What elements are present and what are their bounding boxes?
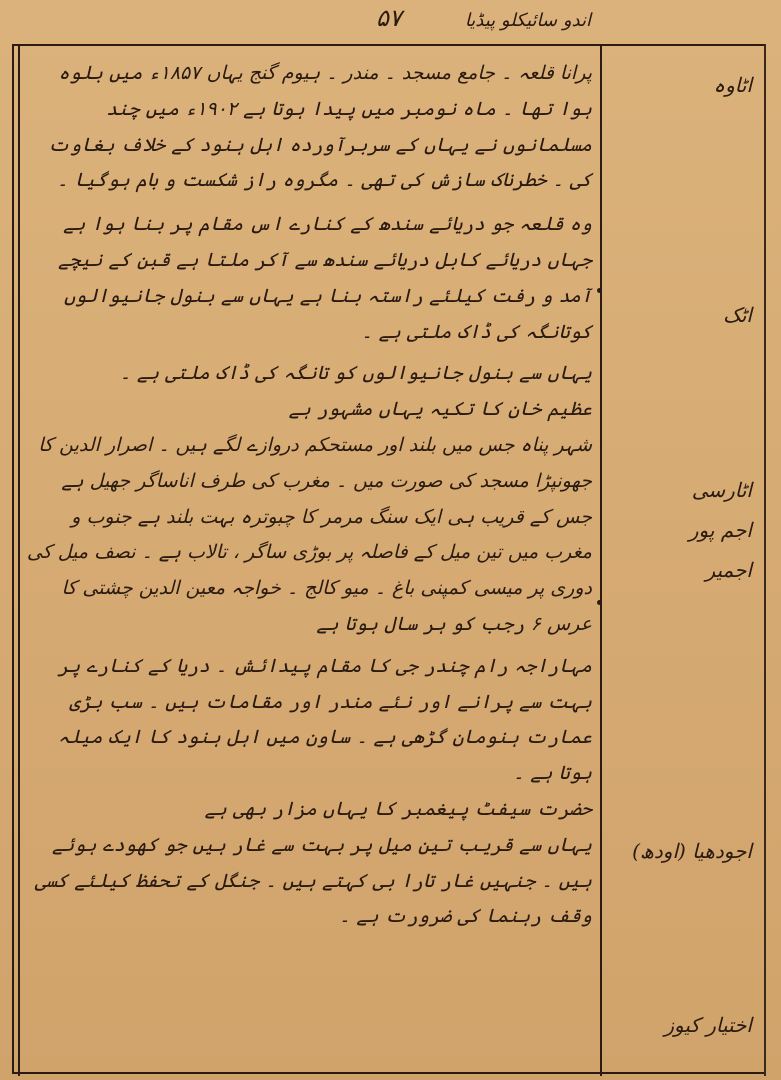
running-title: اندو سائیکلو پیڈیا bbox=[464, 10, 591, 31]
entry-paragraph: عظیم خان کا تکیہ یہاں مشہور ہے bbox=[288, 398, 592, 421]
entry-paragraph: مہاراجہ رام چندر جی کا مقام پیدائش ۔ دریا کے کنارے پر بہت سے پرانے اور نئے مندر اور مقامات ہیں ۔ سب بڑی عمارت ہنومان گڑھی ہے ۔ ساون میں اہل ہنود کا ایک میلہ ہوتا ہے ۔ bbox=[57, 654, 592, 785]
entry-paragraph: پرانا قلعہ ۔ جامع مسجد ۔ مندر ۔ ہیوم گنج یہاں ۱۸۵۷ء میں بلوہ ہوا تھا ۔ ماہ نومبر میں پیدا ہوتا ہے ۱۹۰۲ء میں چند مسلمانوں نے یہاں کے سربرآوردہ اہل ہنود کے خلاف بغاوت کی ۔ خطرناک سازش کی تھی ۔ مگروہ راز شکست و بام ہوگیا ۔ bbox=[47, 62, 592, 192]
place-name: اٹک bbox=[722, 303, 752, 327]
place-name: اٹارسی اجم پور اجمیر bbox=[688, 478, 752, 582]
place-name-column bbox=[604, 0, 760, 1080]
entry-paragraph: شہر پناہ جس میں بلند اور مستحکم دروازے لگے ہیں ۔ اصرار الدین کا جھونپڑا مسجد کی صورت میں ۔ مغرب کی طرف اناساگر جھیل ہے جس کے قریب ہی ایک سنگ مرمر کا چبوترہ بہت بلند ہے جنوب و مغرب میں تین میل کے فاصلہ پر بوڑی ساگر ، تالاب ہے ۔ نصف میل کی دوری پر میسی کمپنی باغ ۔ میو کالج ۔ خواجہ معین الدین چشتی کا عرس ۶ رجب کو ہر سال ہوتا ہے bbox=[26, 433, 592, 635]
place-name: اجودھیا (اودھ) bbox=[632, 839, 752, 863]
margin-dot bbox=[597, 288, 602, 293]
entry-paragraph: وہ قلعہ جو دریائے سندھ کے کنارے اس مقام پر بنا ہوا ہے جہاں دریائے کابل دریائے سندھ سے آکر ملتا ہے قبن کے نیچے آمد و رفت کیلئے راستہ بنا ہے یہاں سے بنول جانیوالوں کوتانگہ کی ڈاک ملتی ہے ۔ bbox=[57, 213, 592, 343]
margin-dot bbox=[597, 600, 602, 605]
entry-paragraph: حضرت سیفٹ پیغمبر کا یہاں مزار بھی ہے bbox=[204, 797, 592, 820]
entry-paragraph: یہاں سے بنول جانیوالوں کو تانگہ کی ڈاک ملتی ہے ۔ bbox=[119, 362, 592, 385]
entry-text-column bbox=[26, 56, 592, 1070]
left-rule bbox=[18, 44, 20, 1076]
page-number: ۵۷ bbox=[376, 4, 402, 32]
right-rule bbox=[764, 44, 766, 1076]
entry-paragraph: یہاں سے قریب تین میل پر بہت سے غار ہیں جو کھودے ہوئے ہیں ۔ جنہیں غار تارا بی کہتے ہیں ۔ جنگل کے تحفظ کیلئے کسی وقف رہنما کی ضرورت ہے ۔ bbox=[34, 833, 592, 928]
place-name: اختیار کیوز bbox=[664, 1013, 752, 1037]
place-name: اٹاوہ bbox=[713, 73, 752, 97]
